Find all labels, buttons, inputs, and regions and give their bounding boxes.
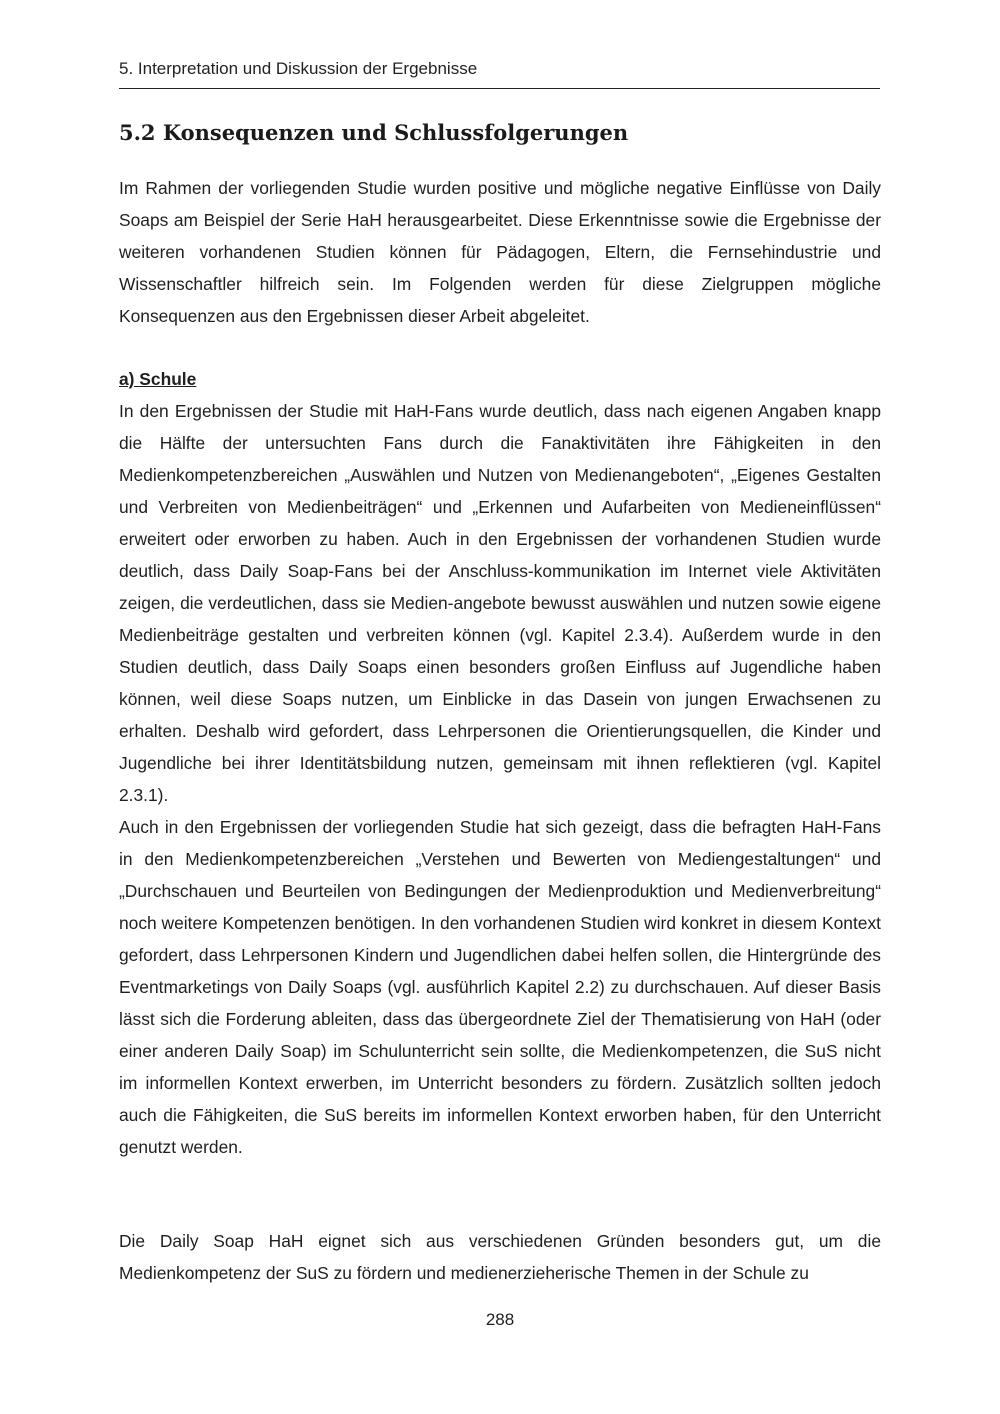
section-title: 5.2 Konsequenzen und Schlussfolgerungen xyxy=(119,120,629,145)
body-paragraph-3: Die Daily Soap HaH eignet sich aus verschiedenen Gründen besonders gut, um die Medienkompetenz der SuS zu fördern und medienerzieherische Themen in der Schule zu xyxy=(119,1231,881,1283)
running-header: 5. Interpretation und Diskussion der Ergebnisse xyxy=(119,58,880,89)
body-paragraph-1: In den Ergebnissen der Studie mit HaH-Fans wurde deutlich, dass nach eigenen Angaben knapp die Hälfte der untersuchten Fans durch die Fanaktivitäten ihre Fähigkeiten in den Medienkompetenzbereichen „Auswählen und Nutzen von Medienangeboten“, „Eigenes Gestalten und Verbreiten von Medienbeiträgen“ und „Erkennen und Aufarbeiten von Medieneinflüssen“ erweitert oder erworben zu haben. Auch in den Ergebnissen der vorhandenen Studien wurde deutlich, dass Daily Soap-Fans bei der Anschluss-kommunikation im Internet viele Aktivitäten zeigen, die verdeutlichen, dass sie Medien-angebote bewusst auswählen und nutzen sowie eigene Medienbeiträge gestalten und verbreiten können (vgl. Kapitel 2.3.4). Außerdem wurde in den Studien deutlich, dass Daily Soaps einen besonders großen Einfluss auf Jugendliche haben können, weil diese Soaps nutzen, um Einblicke in das Dasein von jungen Erwachsenen zu erhalten. Deshalb wird gefordert, dass Lehrpersonen die Orientierungsquellen, die Kinder und Jugendliche bei ihrer Identitätsbildung nutzen, gemeinsam mit ihnen reflektieren (vgl. Kapitel 2.3.1). xyxy=(119,401,881,805)
page-number: 288 xyxy=(485,1310,515,1329)
subsection-heading-schule: a) Schule xyxy=(119,369,197,389)
intro-paragraph: Im Rahmen der vorliegenden Studie wurden positive und mögliche negative Einflüsse von Daily Soaps am Beispiel der Serie HaH herausgearbeitet. Diese Erkenntnisse sowie die Ergebnisse der weiteren vorhandenen Studien können für Pädagogen, Eltern, die Fernsehindustrie und Wissenschaftler hilfreich sein. Im Folgenden werden für diese Zielgruppen mögliche Konsequenzen aus den Ergebnissen dieser Arbeit abgeleitet. xyxy=(119,178,881,326)
body-paragraph-2: Auch in den Ergebnissen der vorliegenden Studie hat sich gezeigt, dass die befragten HaH-Fans in den Medienkompetenzbereichen „Verstehen und Bewerten von Mediengestaltungen“ und „Durchschauen und Beurteilen von Bedingungen der Medienproduktion und Medienverbreitung“ noch weitere Kompetenzen benötigen. In den vorhandenen Studien wird konkret in diesem Kontext gefordert, dass Lehrpersonen Kindern und Jugendlichen dabei helfen sollen, die Hintergründe des Eventmarketings von Daily Soaps (vgl. ausführlich Kapitel 2.2) zu durchschauen. Auf dieser Basis lässt sich die Forderung ableiten, dass das übergeordnete Ziel der Thematisierung von HaH (oder einer anderen Daily Soap) im Schulunterricht sein sollte, die Medienkompetenzen, die SuS nicht im informellen Kontext erwerben, im Unterricht besonders zu fördern. Zusätzlich sollten jedoch auch die Fähigkeiten, die SuS bereits im informellen Kontext erworben haben, für den Unterricht genutzt werden. xyxy=(119,817,881,1157)
